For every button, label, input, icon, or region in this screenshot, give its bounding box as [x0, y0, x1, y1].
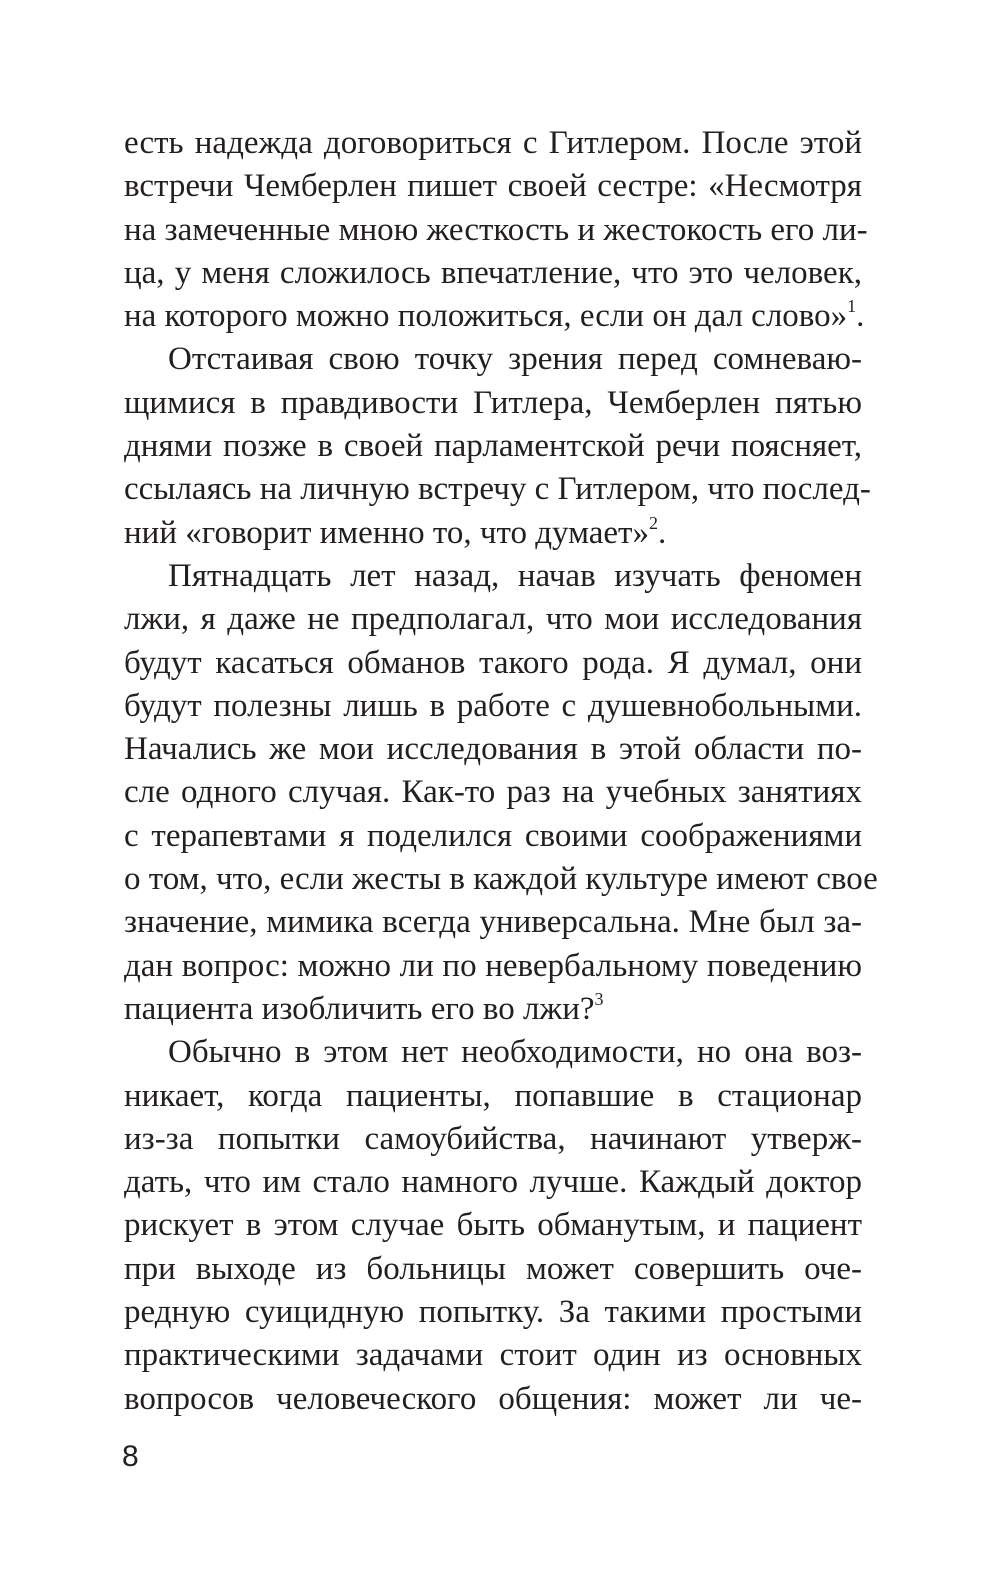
text-line: [124, 815, 862, 858]
text-line-content: Начались же мои исследования в этой области по-: [124, 731, 862, 768]
text-line-content: на которого можно положиться, если он дал слово»: [124, 298, 848, 335]
text-line-content: ца, у меня сложилось впечатление, что это человек,: [124, 254, 862, 291]
text-line: [124, 642, 862, 685]
text-line-content: никает, когда пациенты, попавшие в стационар: [124, 1077, 862, 1114]
text-line-content: Отстаивая свою точку зрения перед сомневаю-: [168, 341, 862, 378]
text-line-tail: .: [856, 298, 865, 335]
text-line: [124, 1378, 862, 1421]
text-line: [124, 252, 862, 295]
text-line: [124, 1334, 862, 1377]
text-line: [124, 858, 878, 901]
text-line: [124, 771, 862, 814]
text-line: [124, 209, 868, 252]
footnote-marker: 1: [847, 296, 857, 317]
text-line: [124, 512, 862, 555]
text-line: [124, 901, 862, 944]
text-line-content: будут полезны лишь в работе с душевнобольными.: [124, 687, 862, 724]
page-number: 8: [122, 1440, 139, 1473]
text-line-content: дан вопрос: можно ли по невербальному поведению: [124, 947, 862, 984]
text-line-content: Пятнадцать лет назад, начав изучать феномен: [168, 557, 862, 594]
text-line-content: о том, что, если жесты в каждой культуре имеют свое: [124, 861, 878, 898]
text-line-content: редную суицидную попытку. За такими простыми: [124, 1294, 862, 1331]
text-line: [124, 598, 862, 641]
text-line: [124, 425, 862, 468]
text-line-content: будут касаться обманов такого рода. Я думал, они: [124, 644, 862, 681]
text-line: [124, 295, 865, 338]
text-line-content: значение, мимика всегда универсальна. Мне был за-: [124, 904, 862, 941]
text-line-content: при выходе из больницы может совершить оче-: [124, 1250, 862, 1287]
text-line-content: рискует в этом случае быть обманутым, и пациент: [124, 1207, 862, 1244]
text-line-content: ссылаясь на личную встречу с Гитлером, что послед-: [124, 471, 871, 508]
text-line: [124, 1248, 862, 1291]
text-line-content: щимися в правдивости Гитлера, Чемберлен пятью: [124, 384, 862, 421]
text-line: [124, 468, 871, 511]
text-line-content: Обычно в этом нет необходимости, но она воз-: [168, 1034, 862, 1071]
body-text: [124, 122, 878, 1421]
text-line-tail: .: [657, 514, 667, 551]
text-line: [124, 382, 862, 425]
text-line: [124, 1204, 862, 1247]
text-line-content: вопросов человеческого общения: может ли че-: [124, 1380, 862, 1417]
text-line-content: лжи, я даже не предполагал, что мои исследования: [124, 601, 862, 638]
footnote-marker: 3: [594, 988, 604, 1009]
text-line: [124, 988, 862, 1031]
text-line-content: на замеченные мною жесткость и жестокость его ли-: [124, 211, 868, 248]
text-line-content: с терапевтами я поделился своими соображениями: [124, 817, 862, 854]
text-line: [124, 728, 862, 771]
text-line: [124, 1161, 862, 1204]
text-line-content: дать, что им стало намного лучше. Каждый доктор: [124, 1164, 862, 1201]
text-line: [124, 685, 862, 728]
text-line-content: пациента изобличить его во лжи?: [124, 990, 595, 1027]
text-line-content: из-за попытки самоубийства, начинают утверж-: [124, 1120, 862, 1157]
text-line-content: сле одного случая. Как-то раз на учебных занятиях: [124, 774, 862, 811]
text-line: [124, 338, 862, 381]
footnote-marker: 2: [648, 512, 658, 533]
text-line: [124, 555, 862, 598]
text-line: [124, 165, 862, 208]
text-line: [124, 1291, 862, 1334]
text-line-content: днями позже в своей парламентской речи поясняет,: [124, 428, 862, 465]
text-line: [124, 945, 862, 988]
text-line-content: практическими задачами стоит один из основных: [124, 1337, 862, 1374]
text-line: [124, 1118, 862, 1161]
text-line: [124, 122, 862, 165]
text-line-content: есть надежда договориться с Гитлером. После этой: [124, 125, 862, 161]
text-line-content: встречи Чемберлен пишет своей сестре: «Несмотря: [124, 168, 862, 205]
text-line-content: ний «говорит именно то, что думает»: [124, 514, 649, 551]
text-line: [124, 1031, 862, 1074]
text-line: [124, 1075, 862, 1118]
